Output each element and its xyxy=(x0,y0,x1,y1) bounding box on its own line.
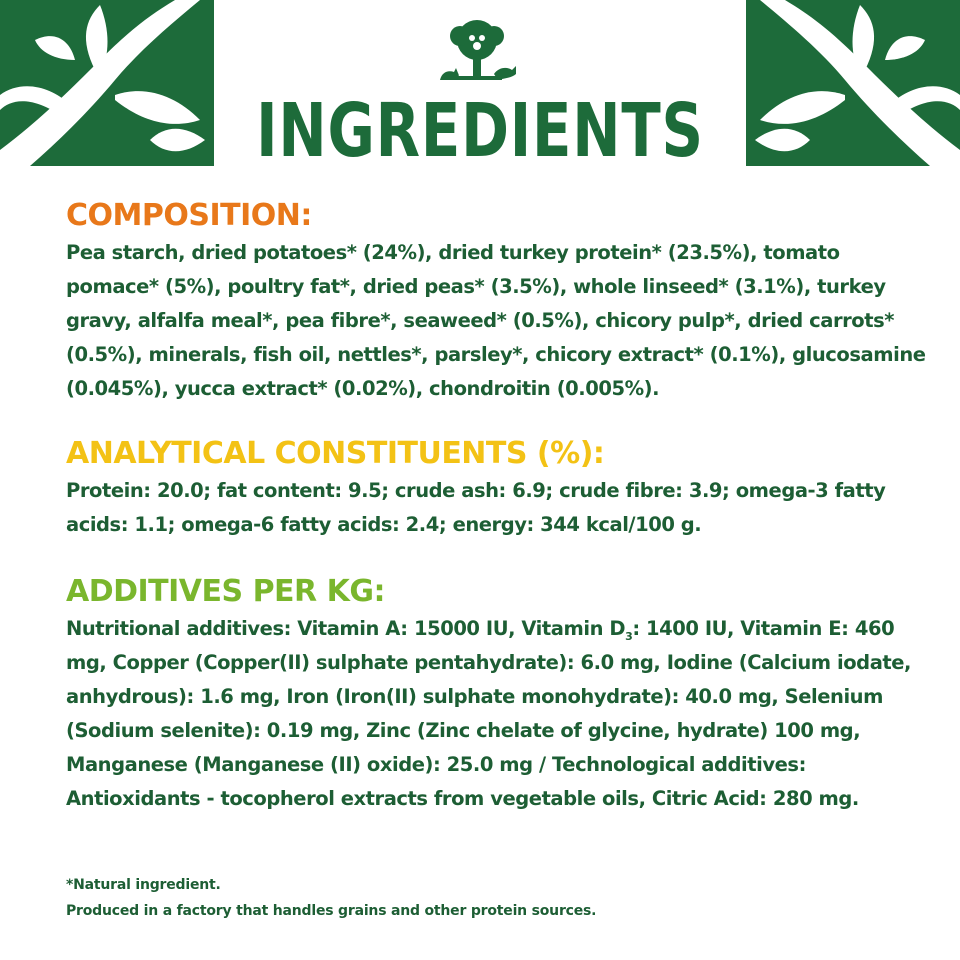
additives-section xyxy=(66,572,936,816)
additives-text-part1: Nutritional additives: Vitamin A: 15000 IU, Vitamin D xyxy=(66,617,626,640)
footer-notes xyxy=(66,872,936,924)
analytical-constituents-section xyxy=(66,434,936,542)
additives-heading: ADDITIVES PER KG: xyxy=(66,574,385,609)
composition-text: Pea starch, dried potatoes* (24%), dried turkey protein* (23.5%), tomato pomace* (5%), poultry fat*, dried peas* (3.5%), whole linseed* (3.1%), turkey gravy, alfalfa meal*, pea fibre*, seaweed* (0.5%), chicory pulp*, dried carrots* (0.5%), minerals, fish oil, nettles*, parsley*, chicory extract* (0.1%), glucosamine (0.045%), yucca extract* (0.02%), chondroitin (0.005%). xyxy=(66,241,926,400)
additives-text-part2: : 1400 IU, Vitamin E: 460 mg, Copper (Copper(II) sulphate pentahydrate): 6.0 mg, Iodine (Calcium iodate, anhydrous): 1.6 mg, Iron (Iron(II) sulphate monohydrate): 40.0 mg, Selenium (Sodium selenite): 0.19 mg, Zinc (Zinc chelate of glycine, hydrate) 100 mg, Manganese (Manganese (II) oxide): 25.0 mg / Technological additives: Antioxidants - tocopherol extracts from vegetable oils, Citric Acid: 280 mg. xyxy=(66,617,912,810)
additives-text xyxy=(66,612,936,816)
factory-allergen-note: Produced in a factory that handles grains and other protein sources. xyxy=(66,903,597,919)
header-banner xyxy=(0,0,960,166)
composition-section xyxy=(66,196,936,406)
vitamin-d-subscript: 3 xyxy=(625,629,633,643)
analytical-constituents-text: Protein: 20.0; fat content: 9.5; crude ash: 6.9; crude fibre: 3.9; omega-3 fatty acids: 1.1; omega-6 fatty acids: 2.4; energy: 344 kcal/100 g. xyxy=(66,479,886,536)
composition-heading: COMPOSITION: xyxy=(66,198,312,233)
page-title: INGREDIENTS xyxy=(256,88,704,166)
tree-with-cat-and-dog-logo-icon xyxy=(432,16,522,90)
analytical-constituents-heading: ANALYTICAL CONSTITUENTS (%): xyxy=(66,436,605,471)
natural-ingredient-note: *Natural ingredient. xyxy=(66,877,221,893)
